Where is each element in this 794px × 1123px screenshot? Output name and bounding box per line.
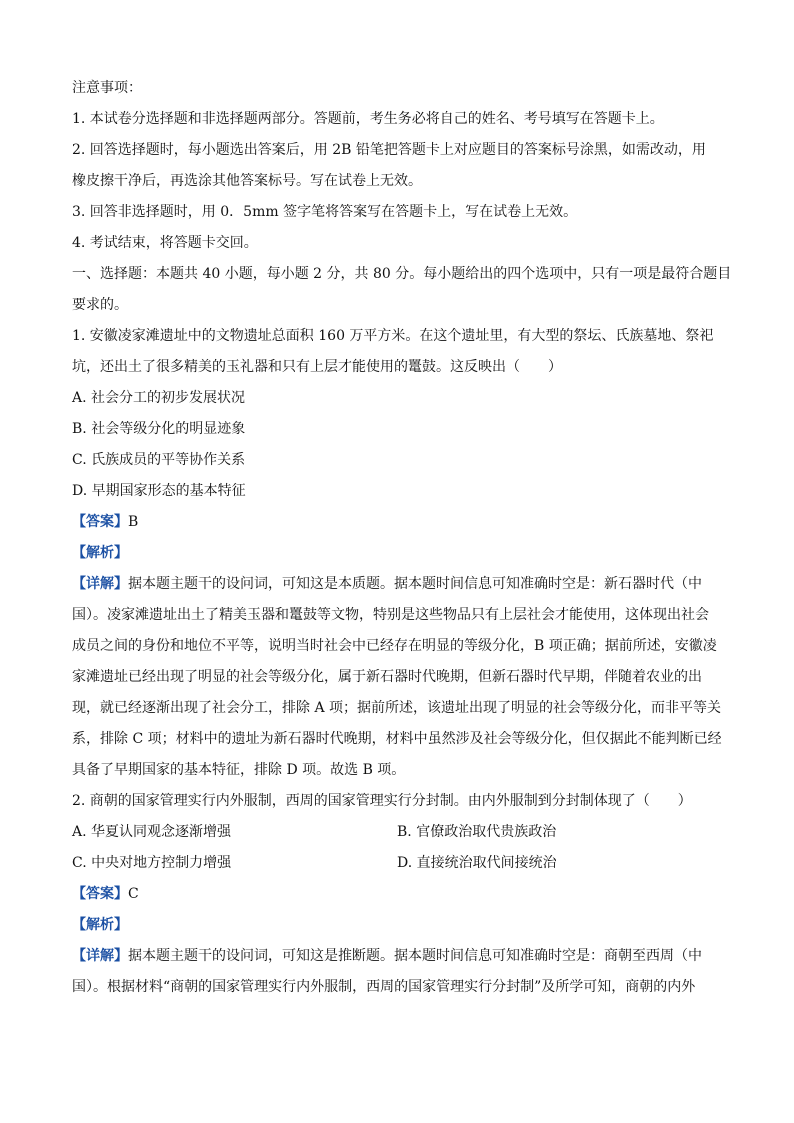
q2-option-a: A. 华夏认同观念逐渐增强 (72, 824, 232, 840)
q1-detail-3: 成员之间的身份和地位不平等，说明当时社会中已经存在明显的等级分化，B 项正确；据前所述，安徽凌 (72, 638, 717, 654)
q2-options-row-2 (72, 848, 722, 879)
q1-stem-cont: 坑，还出土了很多精美的玉礼器和只有上层才能使用的鼍鼓。这反映出（ ） (72, 359, 562, 375)
q2-detail-2: 国）。根据材料“商朝的国家管理实行内外服制，西周的国家管理实行分封制”及所学可知，商朝的内外 (72, 979, 696, 995)
q2-answer (72, 879, 722, 910)
exam-page (72, 73, 732, 1003)
q1-detail-1 (72, 569, 722, 600)
q1-option-a: A. 社会分工的初步发展状况 (72, 390, 246, 406)
q2-detail-tag: 【详解】 (72, 948, 128, 964)
q2-answer-tag: 【答案】 (72, 886, 128, 902)
notice-item-2: 2. 回答选择题时，每小题选出答案后，用 2B 铅笔把答题卡上对应题目的答案标号涂黑，如需改动，用 (72, 142, 706, 158)
q2-analysis (72, 910, 722, 941)
q1-stem: 1. 安徽凌家滩遗址中的文物遗址总面积 160 万平方米。在这个遗址里，有大型的祭坛、氏族墓地、祭祀 (72, 328, 714, 344)
q1-detail-text-1: 据本题主题干的设问词，可知这是本质题。据本题时间信息可知准确时空是：新石器时代（中 (128, 576, 702, 592)
q1-detail-5: 现，就已经逐渐出现了社会分工，排除 A 项；据前所述，该遗址出现了明显的社会等级分化，而非平等关 (72, 700, 722, 716)
q1-answer-value: B (128, 514, 139, 530)
q1-detail-tag: 【详解】 (72, 576, 128, 592)
q2-option-c: C. 中央对地方控制力增强 (72, 855, 232, 871)
q1-analysis-tag: 【解析】 (72, 545, 128, 561)
q2-option-b: B. 官僚政治取代贵族政治 (397, 824, 557, 840)
q1-detail-6: 系，排除 C 项；材料中的遗址为新石器时代晚期，材料中虽然涉及社会等级分化，但仅据此不能判断已经 (72, 731, 722, 747)
q2-detail-text-1: 据本题主题干的设问词，可知这是推断题。据本题时间信息可知准确时空是：商朝至西周（中 (128, 948, 702, 964)
notice-heading: 注意事项： (72, 80, 142, 96)
q1-detail-4: 家滩遗址已经出现了明显的社会等级分化，属于新石器时代晚期，但新石器时代早期，伴随着农业的出 (72, 669, 702, 685)
notice-item-4: 4. 考试结束，将答题卡交回。 (72, 235, 258, 251)
q2-detail-1 (72, 941, 722, 972)
notice-item-2-cont: 橡皮擦干净后，再选涂其他答案标号。写在试卷上无效。 (72, 173, 422, 189)
notice-item-1: 1. 本试卷分选择题和非选择题两部分。答题前，考生务必将自己的姓名、考号填写在答题卡上。 (72, 111, 664, 127)
q1-answer-tag: 【答案】 (72, 514, 128, 530)
q2-option-d: D. 直接统治取代间接统治 (397, 855, 557, 871)
q2-answer-value: C (128, 886, 139, 902)
q1-detail-7: 具备了早期国家的基本特征，排除 D 项。故选 B 项。 (72, 762, 406, 778)
section-heading-cont: 要求的。 (72, 297, 128, 313)
q1-detail-2: 国）。凌家滩遗址出土了精美玉器和鼍鼓等文物，特别是这些物品只有上层社会才能使用，这体现出社会 (72, 607, 709, 623)
q1-option-d: D. 早期国家形态的基本特征 (72, 483, 246, 499)
q2-options-row-1 (72, 817, 722, 848)
section-heading: 一、选择题：本题共 40 小题，每小题 2 分，共 80 分。每小题给出的四个选项中，只有一项是最符合题目 (72, 266, 732, 282)
q2-stem: 2. 商朝的国家管理实行内外服制，西周的国家管理实行分封制。由内外服制到分封制体现了（ ） (72, 793, 692, 809)
q1-analysis (72, 538, 722, 569)
q1-option-c: C. 氏族成员的平等协作关系 (72, 452, 246, 468)
q1-answer (72, 507, 722, 538)
notice-item-3: 3. 回答非选择题时，用 0．5mm 签字笔将答案写在答题卡上，写在试卷上无效。 (72, 204, 578, 220)
q1-option-b: B. 社会等级分化的明显迹象 (72, 421, 246, 437)
q2-analysis-tag: 【解析】 (72, 917, 128, 933)
